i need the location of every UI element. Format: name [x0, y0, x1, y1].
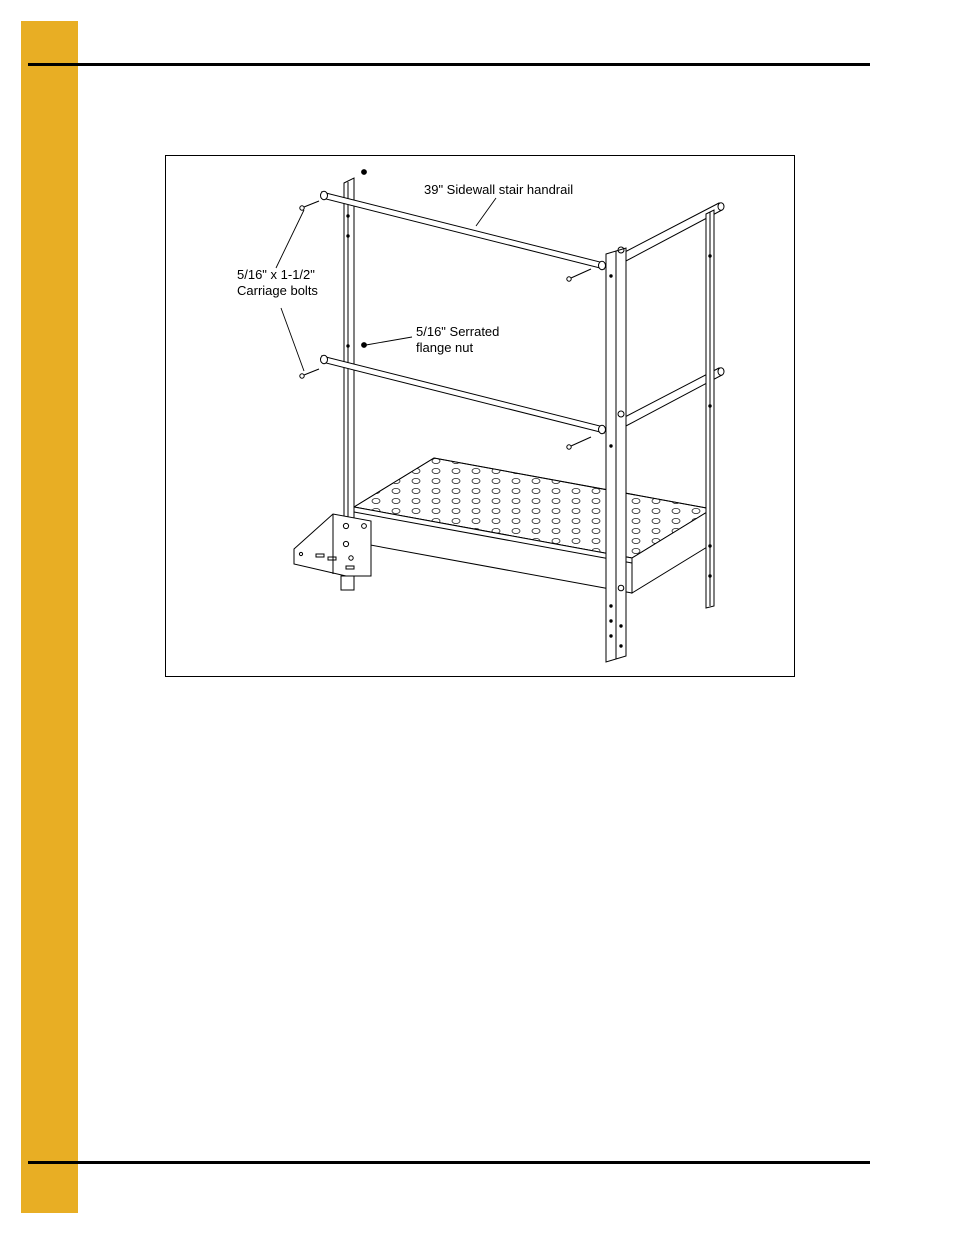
callout-handrail [424, 182, 573, 198]
figure-frame [165, 155, 795, 677]
footer-rule [28, 1161, 870, 1164]
top-handrail [321, 191, 606, 269]
callout-bolts-line2: Carriage bolts [237, 283, 318, 298]
front-right-post [606, 247, 626, 662]
fasteners [300, 170, 591, 450]
callout-nut-line1: 5/16" Serrated [416, 324, 500, 339]
handrail-assembly-drawing [166, 156, 796, 678]
mount-bracket [294, 514, 371, 590]
header-rule [28, 63, 870, 66]
callout-bolts-line1: 5/16" x 1-1/2" [237, 267, 315, 282]
rear-right-post [706, 210, 714, 608]
side-tab [21, 21, 78, 1213]
callout-nut-line2: flange nut [416, 340, 474, 355]
callout-carriage-bolts [237, 267, 318, 299]
callout-flange-nut [416, 324, 499, 356]
callout-handrail-text: 39" Sidewall stair handrail [424, 182, 574, 197]
middle-handrail [321, 355, 606, 433]
platform-deck [354, 458, 712, 593]
